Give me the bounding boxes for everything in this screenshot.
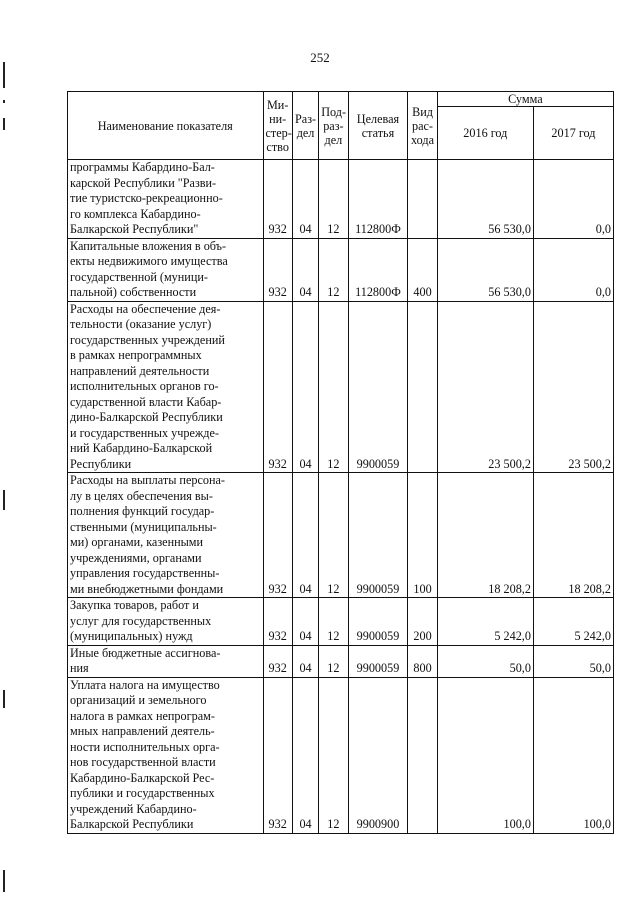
row-subsection-code: 12 xyxy=(319,598,348,646)
header-subsection: Под- раз- дел xyxy=(319,92,348,160)
header-indicator-name: Наименование показателя xyxy=(68,92,264,160)
row-subsection-code: 12 xyxy=(319,473,348,598)
budget-table xyxy=(67,91,614,834)
row-amount-2016: 100,0 xyxy=(437,677,533,833)
header-section: Раз- дел xyxy=(292,92,318,160)
header-year-2016: 2016 год xyxy=(437,107,533,160)
row-amount-2017: 5 242,0 xyxy=(533,598,613,646)
row-section-code: 04 xyxy=(292,473,318,598)
row-target-article: 9900059 xyxy=(348,645,408,677)
row-amount-2016: 50,0 xyxy=(437,645,533,677)
page-number: 252 xyxy=(310,50,330,65)
row-ministry-code: 932 xyxy=(263,473,292,598)
row-indicator-name: Капитальные вложения в объ- екты недвижимого имущества государственной (муници- пальной) собственности xyxy=(68,238,264,301)
table-row xyxy=(68,473,614,598)
row-indicator-name: Иные бюджетные ассигнова- ния xyxy=(68,645,264,677)
row-amount-2017: 23 500,2 xyxy=(533,301,613,473)
row-amount-2017: 0,0 xyxy=(533,238,613,301)
row-amount-2017: 50,0 xyxy=(533,645,613,677)
row-expense-type xyxy=(408,160,437,239)
row-target-article: 9900059 xyxy=(348,473,408,598)
row-amount-2017: 18 208,2 xyxy=(533,473,613,598)
row-subsection-code: 12 xyxy=(319,677,348,833)
row-ministry-code: 932 xyxy=(263,598,292,646)
row-target-article: 112800Ф xyxy=(348,160,408,239)
row-amount-2017: 100,0 xyxy=(533,677,613,833)
row-subsection-code: 12 xyxy=(319,301,348,473)
row-expense-type: 200 xyxy=(408,598,437,646)
row-expense-type: 400 xyxy=(408,238,437,301)
row-section-code: 04 xyxy=(292,677,318,833)
row-section-code: 04 xyxy=(292,301,318,473)
row-indicator-name: Расходы на обеспечение дея- тельности (оказание услуг) государственных учреждений в рамках непрограммных направлений деятельности исполнительных органов го- сударственной власти Кабар- дино-Балкарской Республики и государственных учрежде- ний Кабардино-Балкарской Республики xyxy=(68,301,264,473)
row-expense-type: 800 xyxy=(408,645,437,677)
row-section-code: 04 xyxy=(292,238,318,301)
row-amount-2016: 5 242,0 xyxy=(437,598,533,646)
row-amount-2017: 0,0 xyxy=(533,160,613,239)
row-amount-2016: 56 530,0 xyxy=(437,160,533,239)
row-section-code: 04 xyxy=(292,160,318,239)
row-ministry-code: 932 xyxy=(263,645,292,677)
header-target-article: Целевая статья xyxy=(348,92,408,160)
header-year-2017: 2017 год xyxy=(533,107,613,160)
header-expense-type: Вид рас- хода xyxy=(408,92,437,160)
row-target-article: 9900059 xyxy=(348,598,408,646)
table-row xyxy=(68,160,614,239)
row-indicator-name: Уплата налога на имущество организаций и земельного налога в рамках непрограм- мных направлений деятель- ности исполнительных орга- нов государственной власти Кабардино-Балкарской Рес- публики и государственных учреждений Кабардино- Балкарской Республики xyxy=(68,677,264,833)
row-expense-type xyxy=(408,677,437,833)
row-ministry-code: 932 xyxy=(263,238,292,301)
table-row xyxy=(68,238,614,301)
row-amount-2016: 18 208,2 xyxy=(437,473,533,598)
row-expense-type xyxy=(408,301,437,473)
row-indicator-name: программы Кабардино-Бал- карской Республики "Разви- тие туристско-рекреационно- го комплекса Кабардино- Балкарской Республики" xyxy=(68,160,264,239)
table-row xyxy=(68,645,614,677)
row-amount-2016: 23 500,2 xyxy=(437,301,533,473)
row-ministry-code: 932 xyxy=(263,301,292,473)
row-subsection-code: 12 xyxy=(319,238,348,301)
row-target-article: 9900059 xyxy=(348,301,408,473)
row-subsection-code: 12 xyxy=(319,645,348,677)
table-row xyxy=(68,677,614,833)
table-row xyxy=(68,598,614,646)
row-ministry-code: 932 xyxy=(263,160,292,239)
row-ministry-code: 932 xyxy=(263,677,292,833)
row-section-code: 04 xyxy=(292,598,318,646)
row-expense-type: 100 xyxy=(408,473,437,598)
row-target-article: 112800Ф xyxy=(348,238,408,301)
header-ministry: Ми- ни- стер- ство xyxy=(263,92,292,160)
table-row xyxy=(68,301,614,473)
row-subsection-code: 12 xyxy=(319,160,348,239)
row-target-article: 9900900 xyxy=(348,677,408,833)
row-indicator-name: Закупка товаров, работ и услуг для государственных (муниципальных) нужд xyxy=(68,598,264,646)
row-section-code: 04 xyxy=(292,645,318,677)
row-amount-2016: 56 530,0 xyxy=(437,238,533,301)
row-indicator-name: Расходы на выплаты персона- лу в целях обеспечения вы- полнения функций государ- ственными (муниципальны- ми) органами, казенными учреждениями, органами управления государственны- ми внебюджетными фондами xyxy=(68,473,264,598)
header-sum: Сумма xyxy=(437,92,613,107)
